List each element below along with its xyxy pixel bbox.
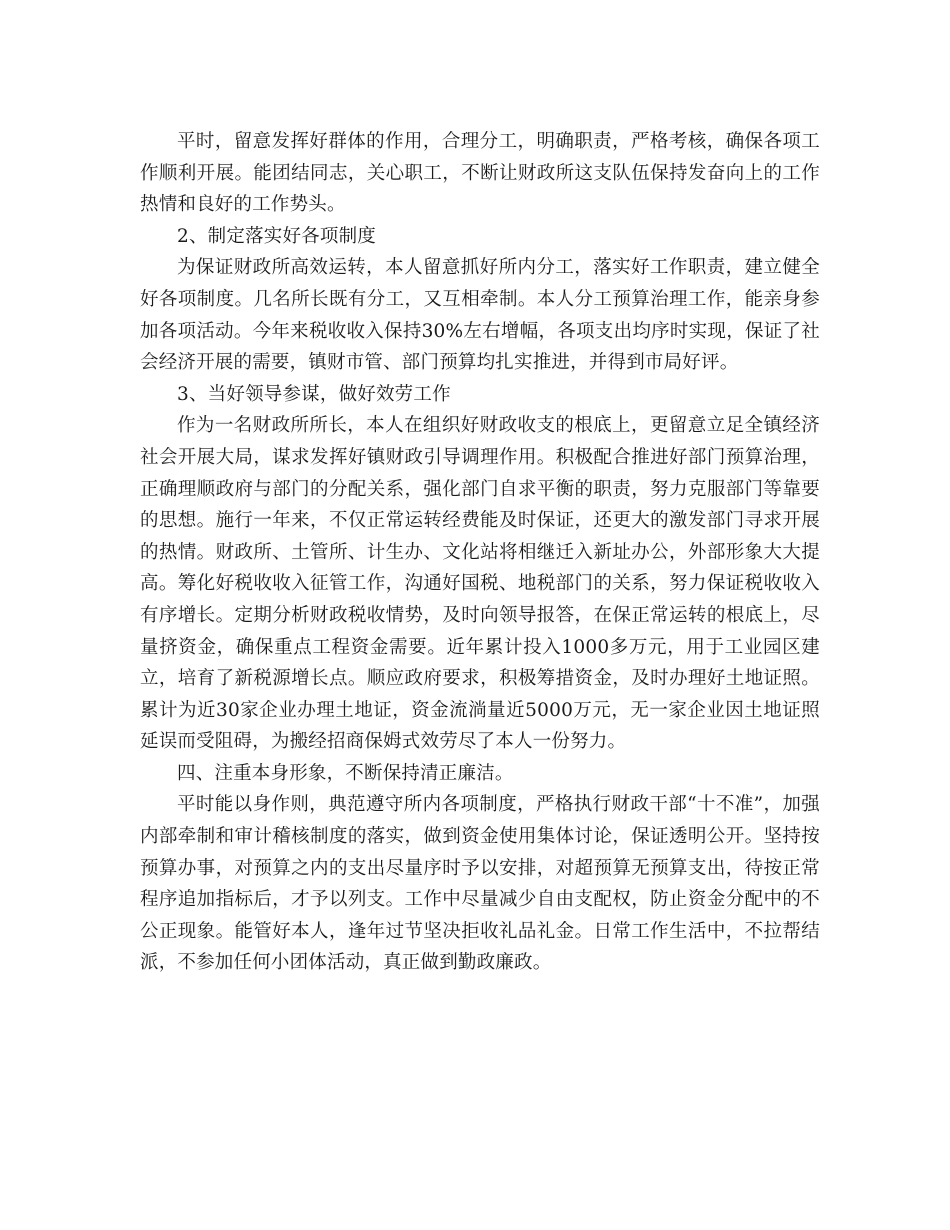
paragraph-systems: 为保证财政所高效运转，本人留意抓好所内分工，落实好工作职责，建立健全好各项制度。几名所长既有分工，又互相牵制。本人分工预算治理工作，能亲身参加各项活动。今年来税收收入保持30%左右增幅，各项支出均序时实现，保证了社会经济开展的需要，镇财市管、部门预算均扎实推进，并得到市局好评。 bbox=[140, 257, 820, 374]
paragraph-integrity: 平时能以身作则，典范遵守所内各项制度，严格执行财政干部“十不准”，加强内部牵制和审计稽核制度的落实，做到资金使用集体讨论，保证透明公开。坚持按预算办事，对预算之内的支出尽量序时予以安排，对超预算无预算支出，待按正常程序追加指标后，才予以列支。工作中尽量减少自由支配权，防止资金分配中的不公正现象。能管好本人，逢年过节坚决拒收礼品礼金。日常工作生活中，不拉帮结派，不参加任何小团体活动，真正做到勤政廉政。 bbox=[140, 794, 820, 974]
paragraph-teamwork: 平时，留意发挥好群体的作用，合理分工，明确职责，严格考核，确保各项工作顺利开展。能团结同志，关心职工，不断让财政所这支队伍保持发奋向上的工作热情和良好的工作势头。 bbox=[140, 131, 820, 216]
heading-section-4: 四、注重本身形象，不断保持清正廉洁。 bbox=[177, 762, 514, 784]
paragraph-service: 作为一名财政所所长，本人在组织好财政收支的根底上，更留意立足全镇经济社会开展大局，谋求发挥好镇财政引导调理作用。积极配合推进好部门预算治理，正确理顺政府与部门的分配关系，强化部门自求平衡的职责，努力克服部门等靠要的思想。施行一年来，不仅正常运转经费能及时保证，还更大的激发部门寻求开展的热情。财政所、土管所、计生办、文化站将相继迁入新址办公，外部形象大大提高。筹化好税收收入征管工作，沟通好国税、地税部门的关系，努力保证税收收入有序增长。定期分析财政税收情势，及时向领导报答，在保正常运转的根底上，尽量挤资金，确保重点工程资金需要。近年累计投入1000多万元，用于工业园区建立，培育了新税源增长点。顺应政府要求，积极筹措资金，及时办理好土地证照。累计为近30家企业办理土地证，资金流淌量近5000万元，无一家企业因土地证照延误而受阻碍，为搬经招商保姆式效劳尽了本人一份努力。 bbox=[140, 415, 820, 753]
heading-section-2: 2、制定落实好各项制度 bbox=[177, 225, 376, 247]
document-body bbox=[140, 126, 820, 979]
heading-section-3: 3、当好领导参谋，做好效劳工作 bbox=[177, 383, 451, 405]
